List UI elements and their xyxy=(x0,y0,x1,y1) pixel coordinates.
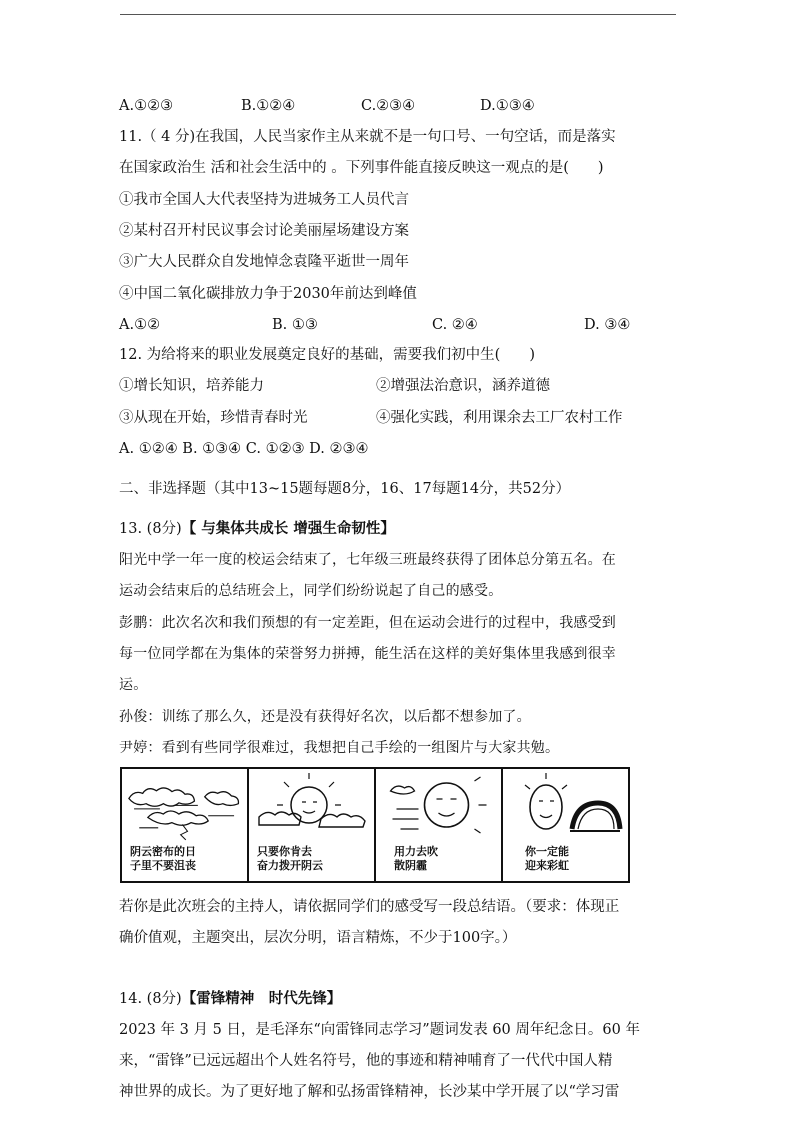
comic-caption-3 xyxy=(394,845,438,873)
comic-caption-4-line1: 你一定能 xyxy=(525,845,569,858)
q12-options: A. ①②④ B. ①③④ C. ①②③ D. ②③④ xyxy=(119,441,369,457)
comic-caption-2 xyxy=(257,845,323,873)
q14-para-3: 神世界的成长。为了更好地了解和弘扬雷锋精神，长沙某中学开展了以“学习雷 xyxy=(119,1084,620,1100)
q11-item-1: ①我市全国人大代表坚持为进城务工人员代言 xyxy=(119,192,409,208)
q12-item-1: ①增长知识，培养能力 xyxy=(119,378,264,394)
q11-option-c: C. ②④ xyxy=(432,317,478,333)
q10-option-b: B.①②④ xyxy=(241,98,296,114)
q13-header-prefix: 13. (8分) xyxy=(119,521,182,537)
q12-item-4: ④强化实践，利用课余去工厂农村工作 xyxy=(376,410,623,426)
q14-header-prefix: 14. (8分) xyxy=(119,991,182,1007)
comic-panel-1 xyxy=(122,769,249,881)
q13-para-1: 阳光中学一年一度的校运会结束了，七年级三班最终获得了团体总分第五名。在 xyxy=(119,552,616,568)
comic-caption-1 xyxy=(130,845,196,873)
q11-item-3: ③广大人民群众自发地悼念袁隆平逝世一周年 xyxy=(119,254,409,270)
q10-option-d: D.①③④ xyxy=(480,98,535,114)
q13-para-5: 运。 xyxy=(119,677,148,693)
header-rule xyxy=(120,14,676,15)
comic-caption-3-line1: 用力去吹 xyxy=(394,845,438,858)
q11-option-b: B. ①③ xyxy=(272,317,318,333)
comic-caption-4-line2: 迎来彩虹 xyxy=(525,859,569,872)
q10-option-a: A.①②③ xyxy=(119,98,174,114)
comic-panel-4 xyxy=(503,769,628,881)
comic-strip xyxy=(120,767,630,883)
q12-item-2: ②增强法治意识，涵养道德 xyxy=(376,378,550,394)
q13-task-line2: 确价值观，主题突出，层次分明，语言精炼，不少于100字。） xyxy=(119,930,517,946)
q13-para-4: 每一位同学都在为集体的荣誉努力拼搏，能生活在这样的美好集体里我感到很幸 xyxy=(119,646,616,662)
q13-para-3: 彭鹏：此次名次和我们预想的有一定差距，但在运动会进行的过程中，我感受到 xyxy=(119,615,616,631)
q11-item-4: ④中国二氧化碳排放力争于2030年前达到峰值 xyxy=(119,286,417,302)
comic-caption-3-line2: 散阴霾 xyxy=(394,859,427,872)
dark-clouds-illustration xyxy=(122,769,247,847)
q10-option-c: C.②③④ xyxy=(361,98,416,114)
q14-header xyxy=(119,989,341,1009)
comic-panel-2 xyxy=(249,769,376,881)
q13-para-7: 尹婷：看到有些同学很难过，我想把自己手绘的一组图片与大家共勉。 xyxy=(119,740,560,756)
sun-behind-clouds-illustration xyxy=(249,769,374,847)
sun-blowing-illustration xyxy=(376,769,501,847)
q11-stem-line1: 11.（ 4 分)在我国，人民当家作主从来就不是一句口号、一句空话，而是落实 xyxy=(119,129,616,145)
comic-caption-1-line2: 子里不要沮丧 xyxy=(130,859,196,872)
comic-caption-1-line1: 阴云密布的日 xyxy=(130,845,196,858)
q14-para-1: 2023 年 3 月 5 日，是毛泽东“向雷锋同志学习”题词发表 60 周年纪念日。60 年 xyxy=(119,1022,640,1038)
q12-item-3: ③从现在开始，珍惜青春时光 xyxy=(119,410,308,426)
q14-header-title: 【雷锋精神 时代先锋】 xyxy=(181,990,342,1007)
sun-rainbow-illustration xyxy=(503,769,628,847)
q13-task-line1: 若你是此次班会的主持人，请依据同学们的感受写一段总结语。（要求：体现正 xyxy=(119,899,620,915)
comic-panel-3 xyxy=(376,769,503,881)
section2-heading: 二、非选择题（其中13~15题每题8分，16、17每题14分，共52分） xyxy=(119,481,571,497)
q11-option-a: A.①② xyxy=(119,317,161,333)
q12-stem: 12. 为给将来的职业发展奠定良好的基础，需要我们初中生( ) xyxy=(119,347,535,363)
q14-para-2: 来，“雷锋”已远远超出个人姓名符号，他的事迹和精神哺育了一代代中国人精 xyxy=(119,1053,613,1069)
q13-para-2: 运动会结束后的总结班会上，同学们纷纷说起了自己的感受。 xyxy=(119,583,503,599)
q13-header-title: 【 与集体共成长 增强生命韧性】 xyxy=(181,520,395,537)
q11-stem-line2: 在国家政治生 活和社会生活中的 。下列事件能直接反映这一观点的是( ) xyxy=(119,160,604,176)
q11-item-2: ②某村召开村民议事会讨论美丽屋场建设方案 xyxy=(119,223,409,239)
q13-header xyxy=(119,519,395,539)
q11-option-d: D. ③④ xyxy=(584,317,631,333)
comic-caption-4 xyxy=(525,845,569,873)
q13-para-6: 孙俊：训练了那么久，还是没有获得好名次，以后都不想参加了。 xyxy=(119,709,531,725)
comic-caption-2-line2: 奋力拨开阴云 xyxy=(257,859,323,872)
comic-caption-2-line1: 只要你肯去 xyxy=(257,845,312,858)
